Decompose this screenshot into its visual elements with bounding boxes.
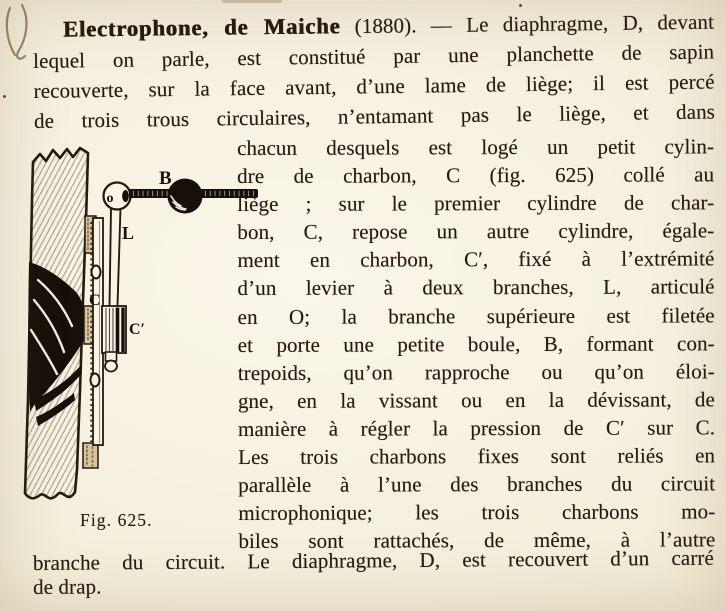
lever-arm: [110, 208, 121, 306]
text-line: lequel on parle, est constitué par une planchette de sapin: [33, 39, 715, 73]
board-shadow: [28, 262, 84, 426]
text-line: ment en charbon, C′, fixé à l’extrémité: [237, 246, 715, 273]
text-line: recouverte, sur la face avant, d’une lame de liège; il est percé: [33, 69, 715, 104]
text-line: manière à régler la pression de C′ sur C.: [237, 415, 716, 441]
title-rest: (1880). — Le diaphragme, D, devant: [340, 9, 715, 39]
text-line: microphonique; les trois charbons mo-: [238, 499, 716, 526]
text-line: en O; la branche supérieure est filetée: [237, 302, 715, 329]
text-line: de drap.: [32, 574, 102, 599]
paragraph-top: [33, 36, 715, 136]
text-line: de trois trous circulaires, n’entamant pas le liège, et dans: [33, 99, 716, 134]
ink-speck: [3, 95, 6, 98]
plate-eyelet-upper: [92, 266, 101, 279]
mobile-carbon-cylinder: [102, 306, 126, 372]
text-line: chacun desquels est logé un petit cylin-: [237, 134, 715, 160]
article-title: Electrophone, de Maiche: [62, 13, 341, 42]
text-line: gne, en la vissant ou en la dévissant, de: [237, 387, 715, 413]
figure-caption: Fig. 625.: [80, 510, 153, 530]
text-line: bon, C, repose un autre cylindre, égale-: [237, 218, 715, 245]
text-line: biles sont rattachés, de même, à l’autre: [238, 527, 716, 554]
label-C-prime: C′: [129, 321, 146, 338]
paragraph-column: [237, 132, 715, 555]
text-line: parallèle à l’une des branches du circuit: [238, 471, 716, 498]
pen-flourish-mark: [7, 5, 27, 59]
scan-smudge: [222, 0, 282, 3]
label-C: C: [89, 292, 101, 309]
text-line: liège ; sur le premier cylindre de char-: [237, 190, 715, 217]
plate-eyelet-lower: [91, 374, 100, 387]
label-B: B: [159, 168, 172, 189]
pivot-pin: [122, 190, 129, 202]
text-line: branche du circuit. Le diaphragme, D, est recouvert d’un carré: [32, 545, 714, 575]
ink-speck: [519, 4, 522, 7]
label-L: L: [122, 223, 135, 243]
text-line: et porte une petite boule, B, formant con-: [237, 330, 715, 357]
text-line: d’un levier à deux branches, L, articulé: [237, 274, 715, 301]
text-line: Les trois charbons fixes sont reliés en: [238, 443, 716, 470]
text-line: dre de charbon, C (fig. 625) collé au: [237, 162, 715, 189]
counterweight-ball: [168, 179, 203, 214]
text-line: trepoids, qu’on rapproche ou qu’on éloi-: [237, 359, 715, 385]
paragraph-bottom: [33, 547, 714, 600]
pivot-label-o: o: [106, 191, 114, 206]
